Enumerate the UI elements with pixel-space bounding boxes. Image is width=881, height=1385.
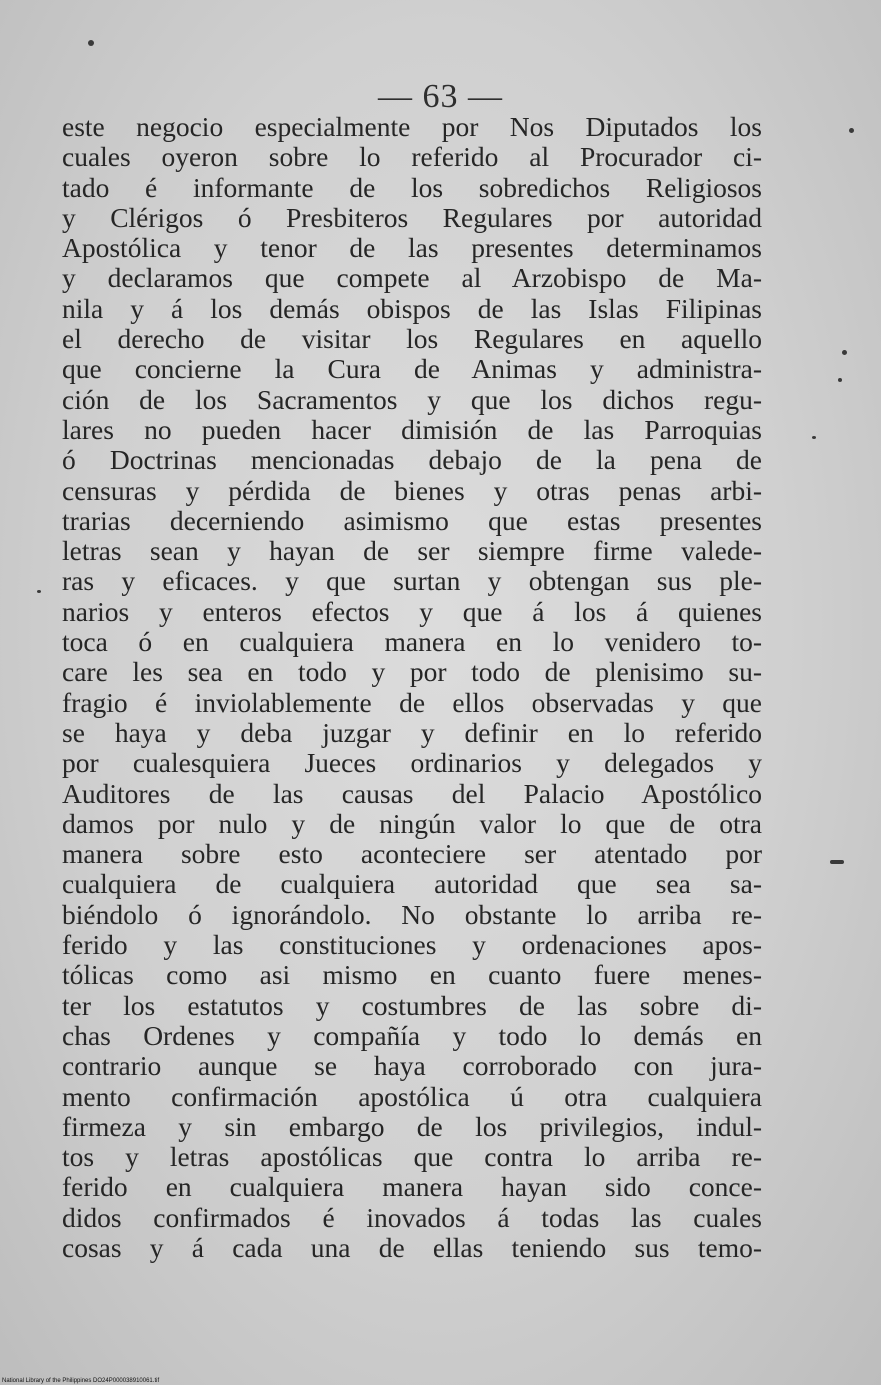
text-line: este negocio especialmente por Nos Diputados los bbox=[62, 111, 762, 142]
text-line: tólicas como asi mismo en cuanto fuere menes- bbox=[62, 959, 762, 991]
text-line: por cualesquiera Jueces ordinarios y delegados y bbox=[62, 747, 762, 779]
text-line: cosas y á cada una de ellas teniendo sus temo- bbox=[62, 1231, 762, 1263]
text-line: biéndolo ó ignorándolo. No obstante lo arriba re- bbox=[62, 898, 762, 930]
text-line: ferido en cualquiera manera hayan sido conce- bbox=[62, 1171, 762, 1203]
text-line: manera sobre esto aconteciere ser atentado por bbox=[62, 838, 762, 870]
text-line: se haya y deba juzgar y definir en lo referido bbox=[62, 716, 762, 748]
text-line: ras y eficaces. y que surtan y obtengan sus ple- bbox=[62, 565, 762, 597]
text-line: tado é informante de los sobredichos Religiosos bbox=[62, 171, 762, 203]
text-line: tos y letras apostólicas que contra lo arriba re- bbox=[62, 1141, 762, 1173]
text-line: damos por nulo y de ningún valor lo que de otra bbox=[62, 807, 762, 839]
text-line: letras sean y hayan de ser siempre firme valede- bbox=[62, 535, 762, 567]
text-line: didos confirmados é inovados á todas las cuales bbox=[62, 1201, 762, 1233]
text-line: cuales oyeron sobre lo referido al Procurador ci- bbox=[62, 141, 762, 173]
scan-speck bbox=[88, 40, 94, 46]
scan-speck bbox=[37, 590, 41, 593]
text-line: chas Ordenes y compañía y todo lo demás en bbox=[62, 1019, 762, 1051]
scan-speck bbox=[838, 378, 842, 382]
text-line: trarias decerniendo asimismo que estas presentes bbox=[62, 504, 762, 536]
scan-speck bbox=[830, 860, 844, 864]
text-line: narios y enteros efectos y que á los á quienes bbox=[62, 595, 762, 627]
text-line: fragio é inviolablemente de ellos observadas y que bbox=[62, 686, 762, 718]
text-line: censuras y pérdida de bienes y otras penas arbi- bbox=[62, 474, 762, 506]
text-line: nila y á los demás obispos de las Islas Filipinas bbox=[62, 292, 762, 324]
scan-speck bbox=[812, 436, 816, 439]
text-line: ter los estatutos y costumbres de las sobre di- bbox=[62, 989, 762, 1021]
text-line: que concierne la Cura de Animas y administra- bbox=[62, 353, 762, 385]
page-number: — 63 — bbox=[378, 78, 503, 115]
text-line: firmeza y sin embargo de los privilegios, indul- bbox=[62, 1110, 762, 1142]
scan-credit: National Library of the Philippines DO24P000038910061.tif bbox=[2, 1378, 160, 1384]
text-line: Auditores de las causas del Palacio Apostólico bbox=[62, 777, 762, 809]
text-line: toca ó en cualquiera manera en lo venidero to- bbox=[62, 626, 762, 658]
text-line: ferido y las constituciones y ordenaciones apos- bbox=[62, 929, 762, 961]
scan-speck bbox=[842, 350, 847, 355]
scan-speck bbox=[849, 128, 854, 133]
text-line: contrario aunque se haya corroborado con jura- bbox=[62, 1050, 762, 1082]
text-line: ó Doctrinas mencionadas debajo de la pena de bbox=[62, 444, 762, 476]
text-line: cualquiera de cualquiera autoridad que sea sa- bbox=[62, 868, 762, 900]
body-text bbox=[62, 112, 762, 1263]
text-line: Apostólica y tenor de las presentes determinamos bbox=[62, 232, 762, 264]
text-line: el derecho de visitar los Regulares en aquello bbox=[62, 323, 762, 355]
text-line: y declaramos que compete al Arzobispo de Ma- bbox=[62, 262, 762, 294]
text-line: y Clérigos ó Presbiteros Regulares por autoridad bbox=[62, 201, 762, 233]
text-line: mento confirmación apostólica ú otra cualquiera bbox=[62, 1080, 762, 1112]
text-line: lares no pueden hacer dimisión de las Parroquias bbox=[62, 413, 762, 445]
text-line: ción de los Sacramentos y que los dichos regu- bbox=[62, 383, 762, 415]
text-line: care les sea en todo y por todo de plenisimo su- bbox=[62, 656, 762, 688]
